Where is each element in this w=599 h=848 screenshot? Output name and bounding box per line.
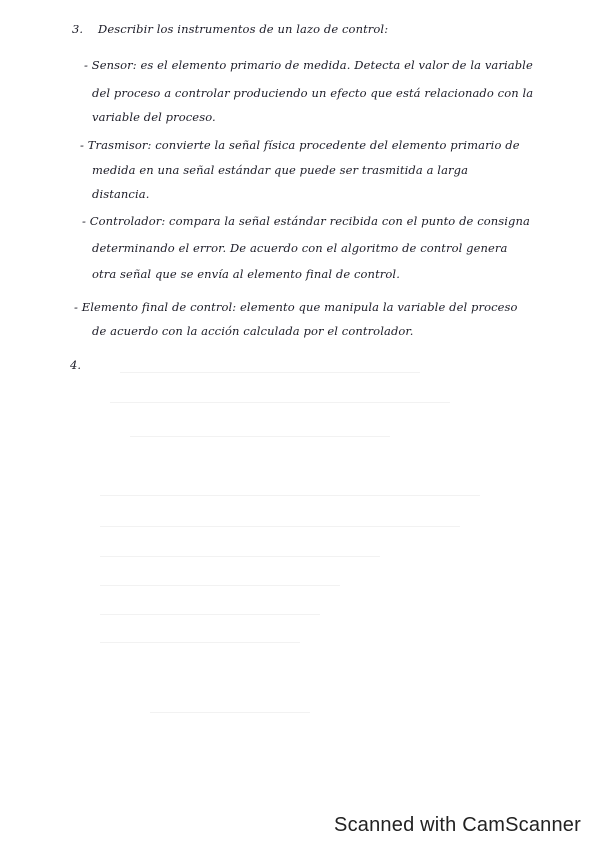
camscanner-watermark: Scanned with CamScanner: [334, 814, 581, 836]
sensor-line-1: - Sensor: es el elemento primario de medida. Detecta el valor de la variable: [84, 58, 533, 72]
bleed-through-mark: [120, 372, 420, 373]
bleed-through-mark: [130, 436, 390, 437]
trasmisor-line-1: - Trasmisor: convierte la señal física procedente del elemento primario de: [80, 138, 520, 152]
trasmisor-line-3: distancia.: [92, 187, 150, 201]
question-3-number: 3.: [72, 22, 84, 36]
bleed-through-mark: [110, 402, 450, 403]
sensor-line-2: del proceso a controlar produciendo un efecto que está relacionado con la: [92, 86, 534, 100]
sensor-line-3: variable del proceso.: [92, 110, 216, 124]
elemento-final-line-1: - Elemento final de control: elemento que manipula la variable del proceso: [74, 300, 518, 314]
bleed-through-mark: [100, 556, 380, 557]
bleed-through-mark: [100, 642, 300, 643]
controlador-line-3: otra señal que se envía al elemento final de control.: [92, 267, 400, 281]
controlador-line-1: - Controlador: compara la señal estándar recibida con el punto de consigna: [82, 214, 530, 228]
bleed-through-mark: [100, 614, 320, 615]
question-4-number: 4.: [70, 358, 82, 372]
question-3-heading: Describir los instrumentos de un lazo de control:: [98, 22, 389, 36]
bleed-through-mark: [150, 712, 310, 713]
bleed-through-mark: [100, 526, 460, 527]
elemento-final-line-2: de acuerdo con la acción calculada por el controlador.: [92, 324, 414, 338]
bleed-through-mark: [100, 585, 340, 586]
bleed-through-mark: [100, 495, 480, 496]
trasmisor-line-2: medida en una señal estándar que puede ser trasmitida a larga: [92, 163, 469, 177]
controlador-line-2: determinando el error. De acuerdo con el algoritmo de control genera: [92, 241, 508, 255]
